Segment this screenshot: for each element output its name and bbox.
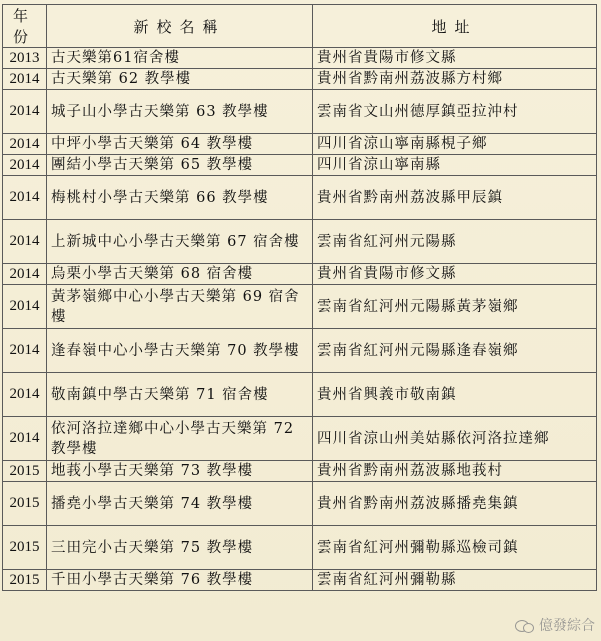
table-row (3, 482, 597, 526)
year-cell: 2014 (3, 285, 47, 329)
school-name-cell: 地莪小學古天樂第 73 教學樓 (47, 461, 313, 482)
school-name-cell: 烏栗小學古天樂第 68 宿舍樓 (47, 264, 313, 285)
table-row (3, 90, 597, 134)
address-cell: 貴州省黔南州荔波縣方村鄉 (313, 69, 597, 90)
school-name-cell: 依河洛拉達鄉中心小學古天樂第 72 教學樓 (47, 417, 313, 461)
year-cell: 2015 (3, 526, 47, 570)
year-cell: 2015 (3, 482, 47, 526)
school-name-cell: 古天樂第 62 教學樓 (47, 69, 313, 90)
school-name-cell: 播堯小學古天樂第 74 教學樓 (47, 482, 313, 526)
school-name-cell: 團結小學古天樂第 65 教學樓 (47, 155, 313, 176)
table-row (3, 176, 597, 220)
address-cell: 雲南省紅河州元陽縣黃茅嶺鄉 (313, 285, 597, 329)
watermark (515, 615, 595, 635)
address-cell: 雲南省紅河州彌勒縣 (313, 570, 597, 591)
year-cell: 2014 (3, 69, 47, 90)
address-cell: 雲南省紅河州元陽縣逢春嶺鄉 (313, 329, 597, 373)
table-row (3, 220, 597, 264)
year-cell: 2014 (3, 176, 47, 220)
address-cell: 貴州省黔南州荔波縣播堯集鎮 (313, 482, 597, 526)
year-cell: 2014 (3, 90, 47, 134)
school-name-cell: 千田小學古天樂第 76 教學樓 (47, 570, 313, 591)
year-cell: 2014 (3, 155, 47, 176)
school-name-cell: 上新城中心小學古天樂第 67 宿舍樓 (47, 220, 313, 264)
header-year: 年份 (3, 5, 47, 48)
address-cell: 四川省涼山寧南縣 (313, 155, 597, 176)
address-cell: 貴州省貴陽市修文縣 (313, 48, 597, 69)
school-name-cell: 逢春嶺中心小學古天樂第 70 教學樓 (47, 329, 313, 373)
year-cell: 2014 (3, 329, 47, 373)
table-body (3, 48, 597, 591)
table-row (3, 329, 597, 373)
school-name-cell: 古天樂第61宿舍樓 (47, 48, 313, 69)
table-row (3, 264, 597, 285)
table-row (3, 570, 597, 591)
year-cell: 2013 (3, 48, 47, 69)
year-cell: 2014 (3, 220, 47, 264)
year-cell: 2015 (3, 461, 47, 482)
address-cell: 四川省涼山寧南縣梘子鄉 (313, 134, 597, 155)
school-name-cell: 中坪小學古天樂第 64 教學樓 (47, 134, 313, 155)
year-cell: 2015 (3, 570, 47, 591)
address-cell: 雲南省文山州德厚鎮亞拉沖村 (313, 90, 597, 134)
school-name-cell: 敬南鎮中學古天樂第 71 宿舍樓 (47, 373, 313, 417)
year-cell: 2014 (3, 373, 47, 417)
school-name-cell: 城子山小學古天樂第 63 教學樓 (47, 90, 313, 134)
year-cell: 2014 (3, 264, 47, 285)
school-table (2, 4, 597, 591)
table-row (3, 461, 597, 482)
address-cell: 貴州省貴陽市修文縣 (313, 264, 597, 285)
address-cell: 貴州省黔南州荔波縣地莪村 (313, 461, 597, 482)
school-name-cell: 梅桃村小學古天樂第 66 教學樓 (47, 176, 313, 220)
header-name: 新校名稱 (47, 5, 313, 48)
address-cell: 雲南省紅河州元陽縣 (313, 220, 597, 264)
table-row (3, 285, 597, 329)
table-header-row (3, 5, 597, 48)
table-row (3, 155, 597, 176)
address-cell: 貴州省興義市敬南鎮 (313, 373, 597, 417)
watermark-text: 億發綜合 (539, 618, 595, 634)
table-row (3, 526, 597, 570)
header-address: 地址 (313, 5, 597, 48)
table-row (3, 69, 597, 90)
address-cell: 四川省涼山州美姑縣依河洛拉達鄉 (313, 417, 597, 461)
year-cell: 2014 (3, 417, 47, 461)
wechat-icon (515, 618, 535, 632)
table-row (3, 417, 597, 461)
address-cell: 雲南省紅河州彌勒縣巡檢司鎮 (313, 526, 597, 570)
address-cell: 貴州省黔南州荔波縣甲辰鎮 (313, 176, 597, 220)
school-name-cell: 三田完小古天樂第 75 教學樓 (47, 526, 313, 570)
table-row (3, 373, 597, 417)
table-row (3, 48, 597, 69)
school-name-cell: 黃茅嶺鄉中心小學古天樂第 69 宿舍樓 (47, 285, 313, 329)
table-row (3, 134, 597, 155)
year-cell: 2014 (3, 134, 47, 155)
